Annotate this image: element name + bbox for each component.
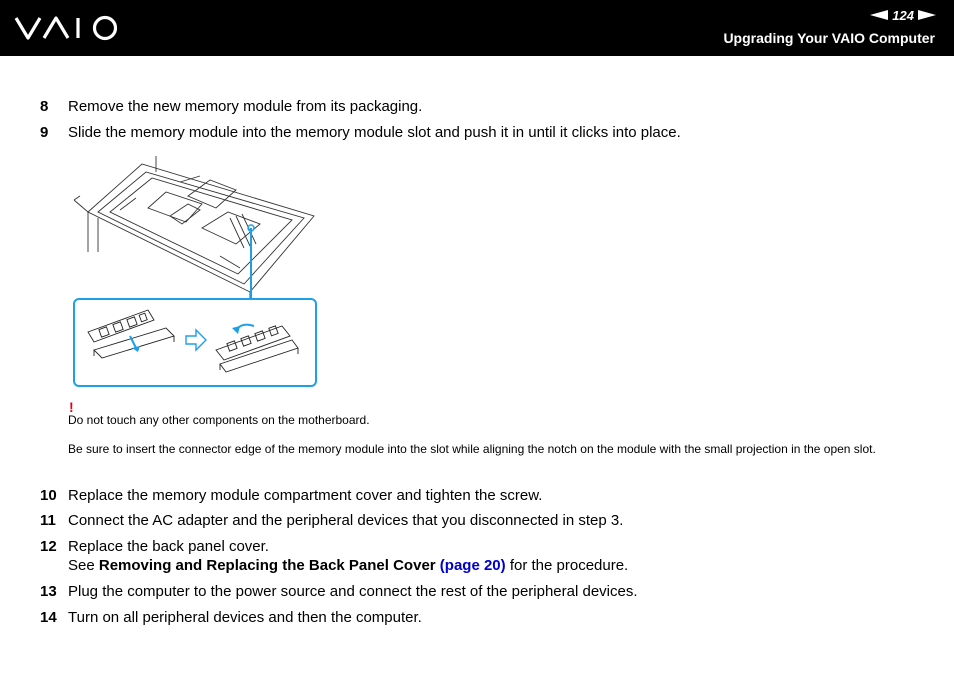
see-prefix: See [68,557,99,574]
step-number: 13 [40,583,57,600]
vaio-logo [14,14,120,42]
page-20-link[interactable]: (page 20) [439,557,506,574]
step-number: 11 [40,512,56,529]
step-number: 8 [40,98,49,115]
warning-icon: ! [69,399,74,415]
see-title: Removing and Replacing the Back Panel Cover [98,557,436,574]
section-title: Upgrading Your VAIO Computer [723,30,935,46]
page-navigator [870,8,936,22]
next-page-icon[interactable] [918,10,936,20]
page-number: 124 [892,7,914,23]
prev-page-icon[interactable] [870,10,888,20]
step-number: 10 [40,487,57,504]
see-reference [68,556,628,575]
page-header [0,0,954,56]
note-do-not-touch: Do not touch any other components on the motherboard. [68,413,370,427]
see-suffix: for the procedure. [505,557,629,574]
step-text: Plug the computer to the power source and connect the rest of the peripheral devices. [68,583,638,600]
step-text: Slide the memory module into the memory module slot and push it in until it clicks into place. [68,124,681,141]
step-text: Connect the AC adapter and the peripheral devices that you disconnected in step 3. [68,512,624,529]
step-number: 12 [40,538,57,555]
memory-installation-illustration [70,152,322,390]
step-text: Replace the back panel cover. [68,538,269,555]
note-insert-connector: Be sure to insert the connector edge of the memory module into the slot while aligning the notch on the module with the small projection in the open slot. [68,442,876,456]
step-text: Replace the memory module compartment cover and tighten the screw. [68,487,543,504]
step-number: 14 [40,609,57,626]
step-text: Remove the new memory module from its packaging. [68,98,423,115]
step-number: 9 [40,124,49,141]
step-text: Turn on all peripheral devices and then the computer. [68,609,422,626]
